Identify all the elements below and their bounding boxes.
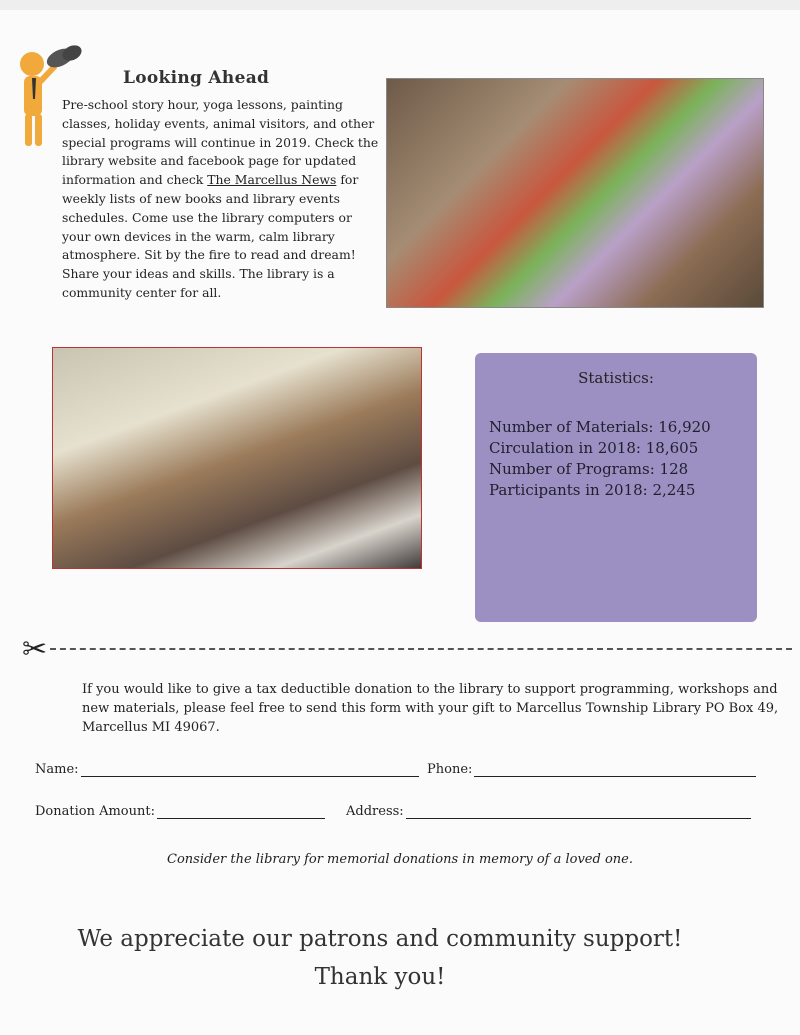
address-input-line[interactable] xyxy=(406,804,751,819)
scissors-icon: ✂ xyxy=(22,632,48,667)
stat-item: Number of Programs: 128 xyxy=(489,460,689,478)
name-label: Name: xyxy=(35,762,79,777)
phone-input-line[interactable] xyxy=(474,762,756,777)
stat-item: Circulation in 2018: 18,605 xyxy=(489,439,699,457)
donation-amount-field[interactable] xyxy=(35,804,325,819)
cut-line xyxy=(50,648,792,650)
children-costumes-photo xyxy=(386,78,764,308)
text-part: Pre-school story hour, yoga lessons, painting classes, holiday events, animal visitors, and other special programs will continue in 2019. Check the library website and facebook page for updated information and check xyxy=(62,97,379,188)
statistics-box xyxy=(475,353,757,622)
looking-ahead-title: Looking Ahead xyxy=(123,68,270,88)
address-label: Address: xyxy=(346,804,404,819)
memorial-note: Consider the library for memorial donations in memory of a loved one. xyxy=(167,852,633,867)
donation-amount-input-line[interactable] xyxy=(157,804,325,819)
marcellus-news-link: The Marcellus News xyxy=(207,172,337,188)
scan-edge xyxy=(0,0,800,10)
appreciation-line: We appreciate our patrons and community support! xyxy=(77,926,683,952)
library-workshop-photo xyxy=(52,347,422,569)
phone-label: Phone: xyxy=(427,762,473,777)
donation-text: If you would like to give a tax deductible donation to the library to support programming, workshops and new materials, please feel free to send this form with your gift to Marcellus Township Library PO Box 49, Marcellus MI 49067. xyxy=(82,682,779,735)
thank-you-line: Thank you! xyxy=(314,964,446,990)
donation-amount-label: Donation Amount: xyxy=(35,804,155,819)
address-field[interactable] xyxy=(346,804,751,819)
phone-field[interactable] xyxy=(427,762,756,777)
name-input-line[interactable] xyxy=(81,762,419,777)
stat-item: Number of Materials: 16,920 xyxy=(489,418,711,436)
looking-ahead-text xyxy=(62,96,382,303)
statistics-title: Statistics: xyxy=(578,369,654,387)
name-field[interactable] xyxy=(35,762,419,777)
text-part: for weekly lists of new books and library events schedules. Come use the library computers or your own devices in the warm, calm library atmosphere. Sit by the fire to read and dream! Share your ideas and skills. The library is a community center for all. xyxy=(62,172,359,300)
stat-item: Participants in 2018: 2,245 xyxy=(489,481,696,499)
